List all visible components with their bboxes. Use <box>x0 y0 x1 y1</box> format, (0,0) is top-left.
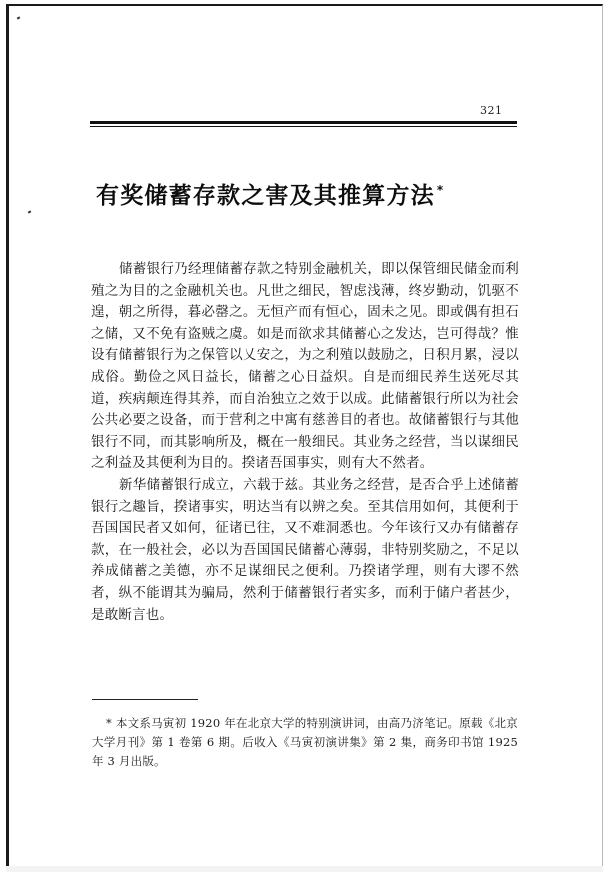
footnote-divider <box>92 699 198 700</box>
title-footnote-marker: * <box>436 183 445 198</box>
article-title <box>96 177 516 210</box>
article-body <box>91 259 519 626</box>
header-rule-thick <box>90 121 517 124</box>
header-rule-thin <box>90 126 517 127</box>
article-title-text: 有奖储蓄存款之害及其推算方法 <box>96 183 435 209</box>
page-bottom-shadow <box>6 866 603 872</box>
body-paragraph: 新华储蓄银行成立，六载于兹。其业务之经营，是否合乎上述储蓄银行之趣旨，揆诸事实，明达当有以辨之矣。至其信用如何，其便利于吾国国民者又如何，征诸已往，又不难洞悉也。今年该行又办有储蓄存款，在一般社会，必以为吾国国民储蓄心薄弱，非特别奖励之，不足以养成储蓄之美德，亦不足谋细民之便利。乃揆诸学理，则有大谬不然者，纵不能谓其为骗局，然利于储蓄银行者实多，而利于储户者甚少，是敢断言也。 <box>91 476 519 623</box>
footnote: * 本文系马寅初 1920 年在北京大学的特别演讲词，由高乃济笔记。原载《北京大学月刊》第 1 卷第 6 期。后收入《马寅初演讲集》第 2 集，商务印书馆 1925 年 3 月出版。 <box>92 716 518 768</box>
body-paragraph: 储蓄银行乃经理储蓄存款之特别金融机关，即以保管细民储金而利殖之为目的之金融机关也。凡世之细民，智虑浅薄，终岁勤动，饥驱不遑，朝之所得，暮必罄之。无恒产而有恒心，固未之见。即或偶有担石之储，又不免有盗贼之虞。如是而欲求其储蓄心之发达，岂可得哉？惟设有储蓄银行为之保管以乂安之，为之利殖以鼓励之，日积月累，浸以成俗。勤俭之风日益长，储蓄之心日益炽。自是而细民养生送死尽其道，疾病颠连得其养，而自治独立之效于以成。此储蓄银行所以为社会公共必要之设备，而于营利之中寓有慈善目的者也。故储蓄银行与其他银行不同，而其影响所及，概在一般细民。其业务之经营，当以谋细民之利益及其便利为目的。揆诸吾国事实，则有大不然者。 <box>91 261 519 472</box>
page-number: 321 <box>480 104 503 117</box>
